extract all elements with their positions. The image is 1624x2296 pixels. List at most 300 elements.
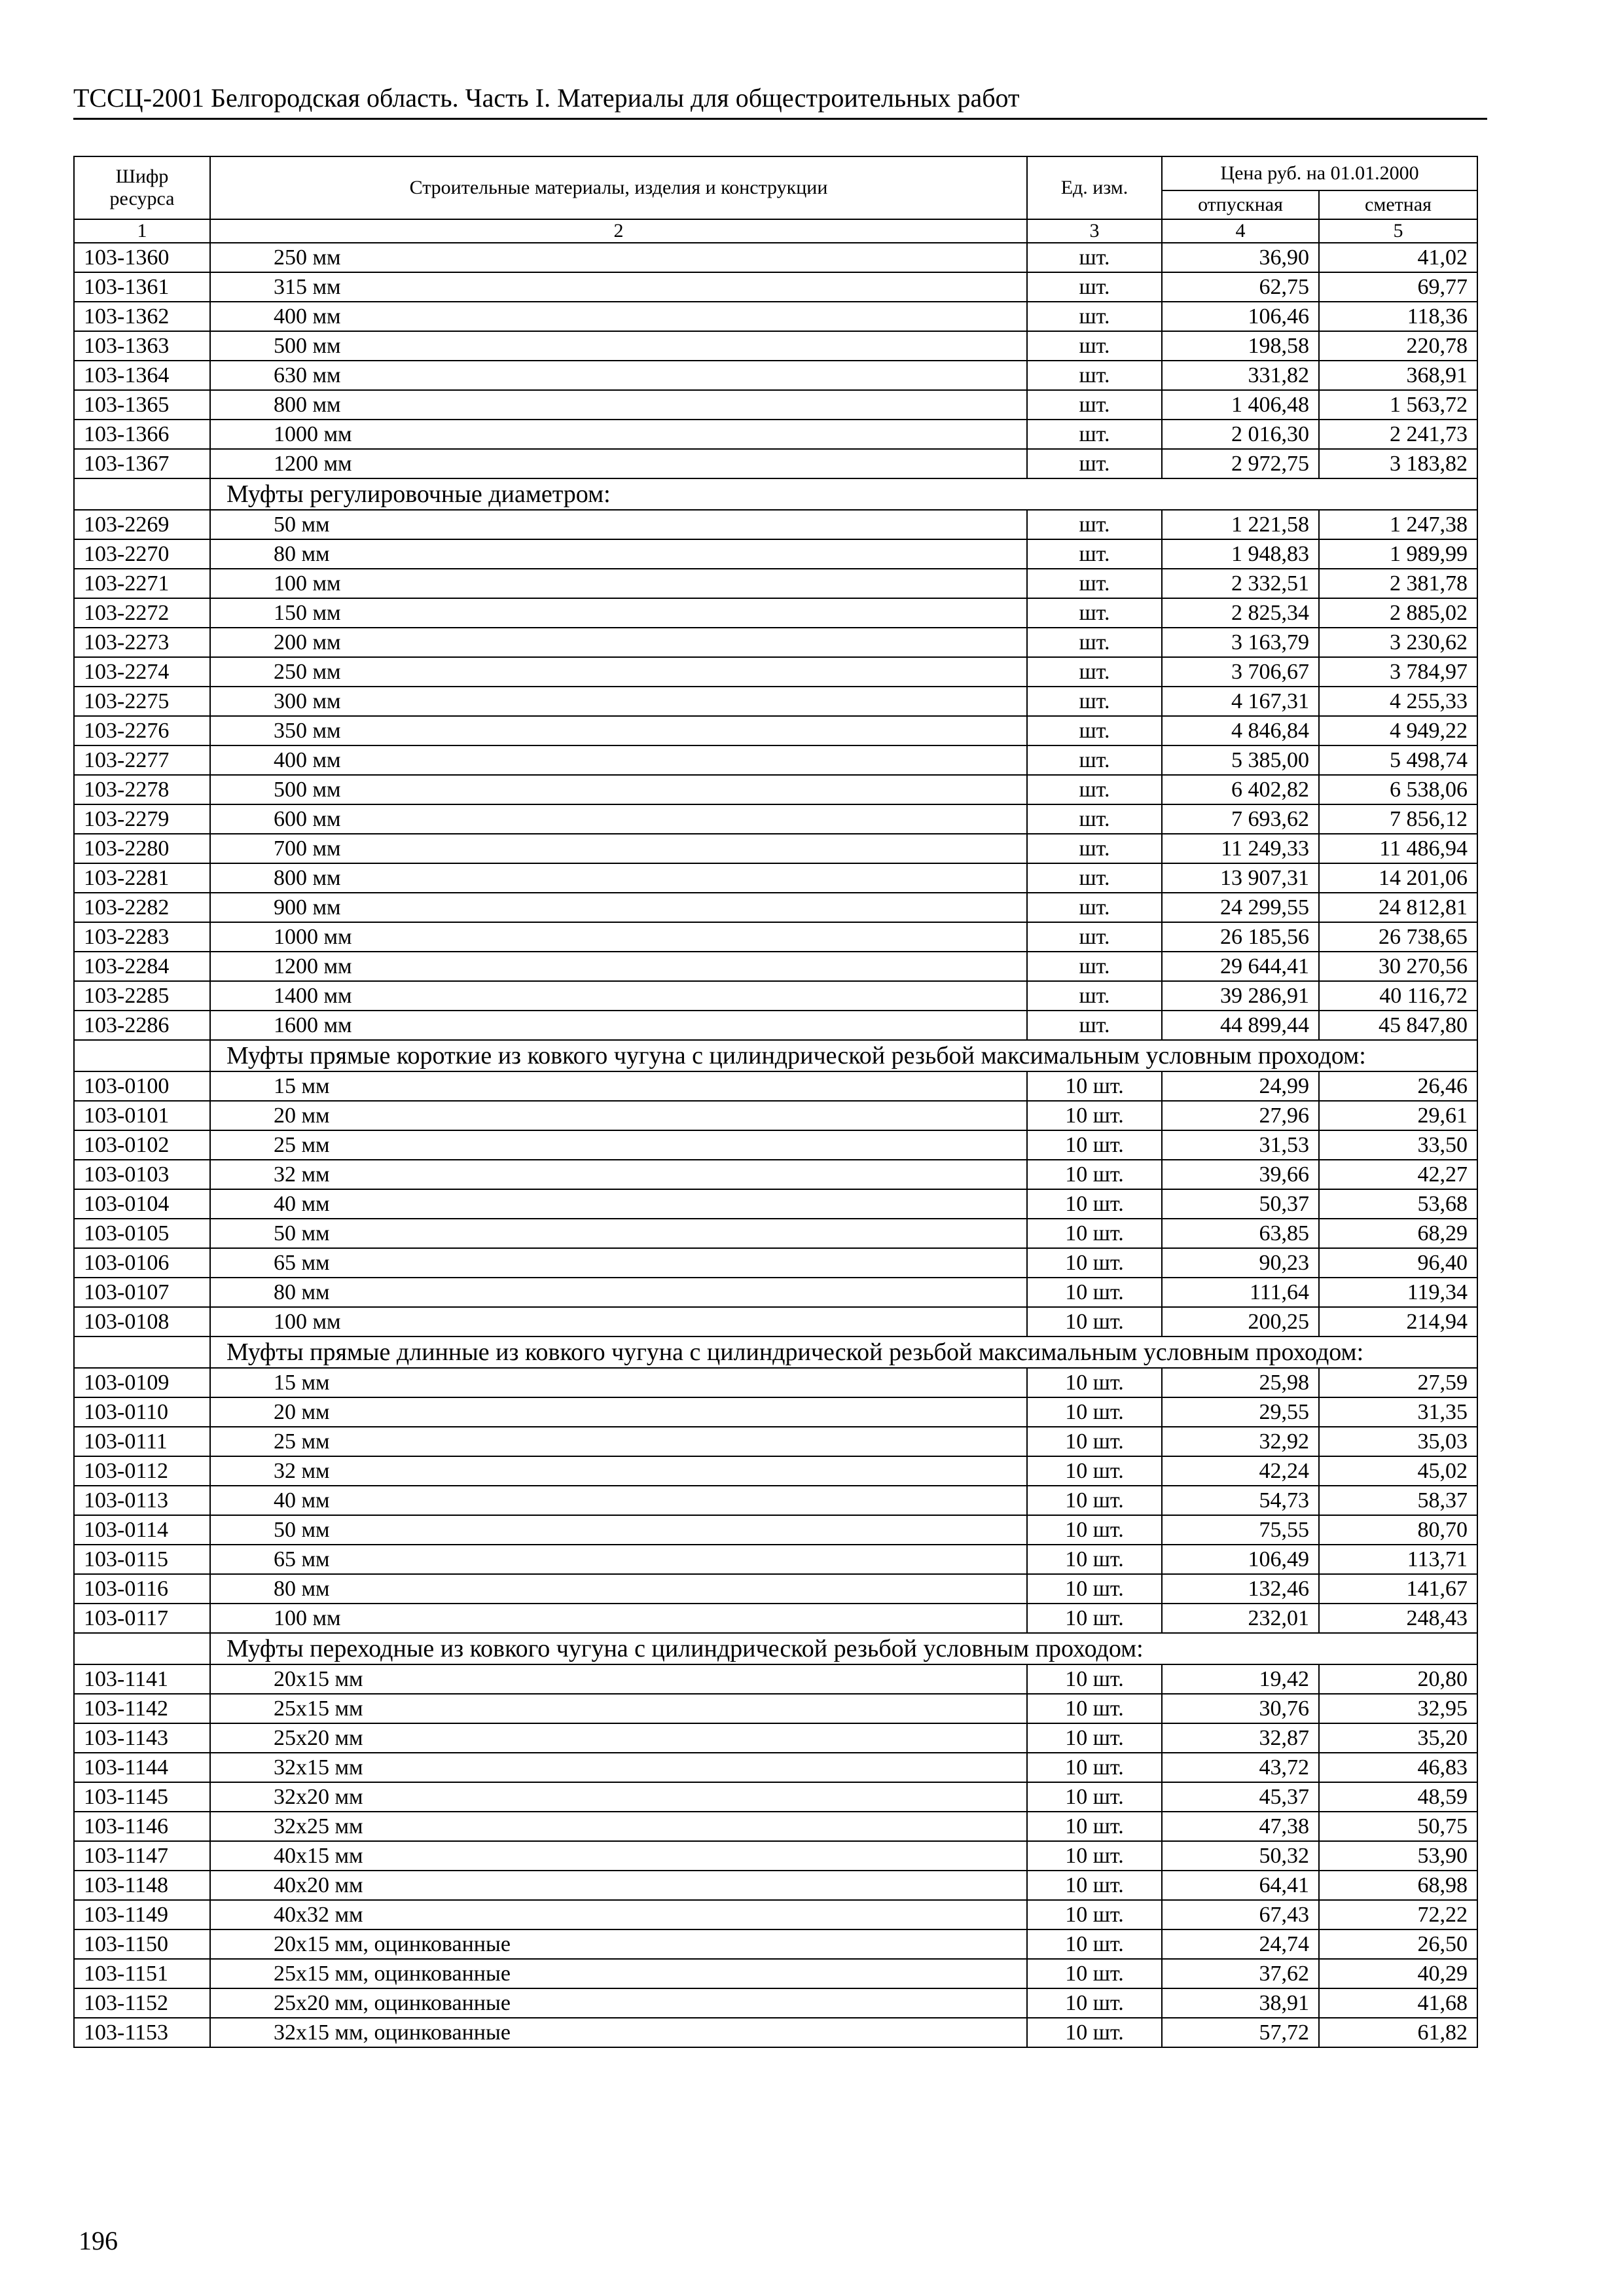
estimate-price: 113,71	[1319, 1545, 1477, 1574]
estimate-price: 80,70	[1319, 1515, 1477, 1545]
unit-of-measure: 10 шт.	[1027, 1782, 1162, 1812]
release-price: 27,96	[1162, 1101, 1319, 1130]
estimate-price: 72,22	[1319, 1900, 1477, 1929]
item-name: 40x32 мм	[210, 1900, 1027, 1929]
resource-code: 103-0112	[74, 1456, 210, 1486]
column-number: 1	[74, 219, 210, 243]
estimate-price: 45 847,80	[1319, 1011, 1477, 1040]
release-price: 198,58	[1162, 331, 1319, 361]
column-number: 3	[1027, 219, 1162, 243]
release-price: 63,85	[1162, 1219, 1319, 1248]
unit-of-measure: 10 шт.	[1027, 1219, 1162, 1248]
resource-code: 103-1146	[74, 1812, 210, 1841]
resource-code: 103-1153	[74, 2018, 210, 2047]
item-name: 500 мм	[210, 775, 1027, 804]
item-name: 80 мм	[210, 1574, 1027, 1604]
item-name: 50 мм	[210, 1219, 1027, 1248]
item-name: 32x20 мм	[210, 1782, 1027, 1812]
estimate-price: 26,46	[1319, 1071, 1477, 1101]
estimate-price: 58,37	[1319, 1486, 1477, 1515]
resource-code: 103-2285	[74, 981, 210, 1011]
item-name: 100 мм	[210, 569, 1027, 598]
release-price: 37,62	[1162, 1959, 1319, 1988]
table-row	[74, 302, 1477, 331]
resource-code: 103-1149	[74, 1900, 210, 1929]
price-table-body	[74, 243, 1477, 2047]
resource-code: 103-0104	[74, 1189, 210, 1219]
table-row	[74, 893, 1477, 922]
unit-of-measure: 10 шт.	[1027, 1189, 1162, 1219]
unit-of-measure: 10 шт.	[1027, 1515, 1162, 1545]
release-price: 75,55	[1162, 1515, 1319, 1545]
estimate-price: 4 255,33	[1319, 687, 1477, 716]
estimate-price: 24 812,81	[1319, 893, 1477, 922]
release-price: 25,98	[1162, 1368, 1319, 1397]
unit-of-measure: шт.	[1027, 952, 1162, 981]
item-name: 20 мм	[210, 1397, 1027, 1427]
resource-code: 103-2273	[74, 628, 210, 657]
release-price: 29 644,41	[1162, 952, 1319, 981]
resource-code: 103-0115	[74, 1545, 210, 1574]
resource-code: 103-2276	[74, 716, 210, 745]
estimate-price: 2 381,78	[1319, 569, 1477, 598]
item-name: 25 мм	[210, 1427, 1027, 1456]
estimate-price: 3 230,62	[1319, 628, 1477, 657]
table-row	[74, 863, 1477, 893]
release-price: 43,72	[1162, 1753, 1319, 1782]
estimate-price: 2 241,73	[1319, 420, 1477, 449]
estimate-price: 3 784,97	[1319, 657, 1477, 687]
release-price: 45,37	[1162, 1782, 1319, 1812]
item-name: 250 мм	[210, 657, 1027, 687]
item-name: 630 мм	[210, 361, 1027, 390]
column-header-unit: Ед. изм.	[1027, 156, 1162, 219]
table-row	[74, 361, 1477, 390]
resource-code: 103-0103	[74, 1160, 210, 1189]
unit-of-measure: 10 шт.	[1027, 1900, 1162, 1929]
release-price: 39,66	[1162, 1160, 1319, 1189]
table-row	[74, 1397, 1477, 1427]
release-price: 38,91	[1162, 1988, 1319, 2018]
resource-code: 103-2286	[74, 1011, 210, 1040]
resource-code: 103-0110	[74, 1397, 210, 1427]
resource-code: 103-0100	[74, 1071, 210, 1101]
resource-code: 103-1151	[74, 1959, 210, 1988]
item-name: 80 мм	[210, 1278, 1027, 1307]
release-price: 64,41	[1162, 1871, 1319, 1900]
item-name: 400 мм	[210, 302, 1027, 331]
release-price: 19,42	[1162, 1664, 1319, 1694]
estimate-price: 46,83	[1319, 1753, 1477, 1782]
section-code-cell	[74, 1040, 210, 1071]
item-name: 315 мм	[210, 272, 1027, 302]
estimate-price: 3 183,82	[1319, 449, 1477, 478]
table-row	[74, 1812, 1477, 1841]
table-row	[74, 952, 1477, 981]
unit-of-measure: 10 шт.	[1027, 1841, 1162, 1871]
unit-of-measure: 10 шт.	[1027, 1071, 1162, 1101]
resource-code: 103-1148	[74, 1871, 210, 1900]
item-name: 100 мм	[210, 1604, 1027, 1633]
estimate-price: 31,35	[1319, 1397, 1477, 1427]
section-heading: Муфты регулировочные диаметром:	[210, 478, 1477, 510]
table-row	[74, 657, 1477, 687]
resource-code: 103-0117	[74, 1604, 210, 1633]
table-row	[74, 1368, 1477, 1397]
unit-of-measure: шт.	[1027, 687, 1162, 716]
unit-of-measure: шт.	[1027, 331, 1162, 361]
item-name: 25x15 мм	[210, 1694, 1027, 1723]
item-name: 1400 мм	[210, 981, 1027, 1011]
unit-of-measure: 10 шт.	[1027, 1574, 1162, 1604]
estimate-price: 41,02	[1319, 243, 1477, 272]
estimate-price: 14 201,06	[1319, 863, 1477, 893]
header-divider	[73, 118, 1487, 120]
resource-code: 103-1142	[74, 1694, 210, 1723]
resource-code: 103-2281	[74, 863, 210, 893]
item-name: 20x15 мм, оцинкованные	[210, 1929, 1027, 1959]
item-name: 15 мм	[210, 1368, 1027, 1397]
estimate-price: 29,61	[1319, 1101, 1477, 1130]
resource-code: 103-1144	[74, 1753, 210, 1782]
unit-of-measure: шт.	[1027, 804, 1162, 834]
unit-of-measure: 10 шт.	[1027, 1871, 1162, 1900]
table-row	[74, 1101, 1477, 1130]
unit-of-measure: шт.	[1027, 893, 1162, 922]
estimate-price: 61,82	[1319, 2018, 1477, 2047]
release-price: 36,90	[1162, 243, 1319, 272]
unit-of-measure: 10 шт.	[1027, 1988, 1162, 2018]
estimate-price: 50,75	[1319, 1812, 1477, 1841]
item-name: 800 мм	[210, 863, 1027, 893]
resource-code: 103-1150	[74, 1929, 210, 1959]
resource-code: 103-2270	[74, 539, 210, 569]
item-name: 800 мм	[210, 390, 1027, 420]
estimate-price: 53,90	[1319, 1841, 1477, 1871]
unit-of-measure: шт.	[1027, 1011, 1162, 1040]
table-row	[74, 1929, 1477, 1959]
item-name: 32x25 мм	[210, 1812, 1027, 1841]
estimate-price: 35,20	[1319, 1723, 1477, 1753]
item-name: 25x15 мм, оцинкованные	[210, 1959, 1027, 1988]
unit-of-measure: 10 шт.	[1027, 1959, 1162, 1988]
price-table-header	[74, 156, 1477, 243]
unit-of-measure: шт.	[1027, 716, 1162, 745]
table-row	[74, 1900, 1477, 1929]
table-row	[74, 1574, 1477, 1604]
item-name: 1200 мм	[210, 449, 1027, 478]
table-row	[74, 1189, 1477, 1219]
estimate-price: 68,98	[1319, 1871, 1477, 1900]
resource-code: 103-2279	[74, 804, 210, 834]
table-row	[74, 1456, 1477, 1486]
price-table	[73, 156, 1478, 2048]
release-price: 7 693,62	[1162, 804, 1319, 834]
column-header-name: Строительные материалы, изделия и конструкции	[210, 156, 1027, 219]
table-row	[74, 1515, 1477, 1545]
section-heading-row	[74, 478, 1477, 510]
release-price: 4 846,84	[1162, 716, 1319, 745]
estimate-price: 48,59	[1319, 1782, 1477, 1812]
resource-code: 103-1365	[74, 390, 210, 420]
resource-code: 103-0107	[74, 1278, 210, 1307]
table-row	[74, 745, 1477, 775]
table-row	[74, 390, 1477, 420]
estimate-price: 30 270,56	[1319, 952, 1477, 981]
item-name: 700 мм	[210, 834, 1027, 863]
unit-of-measure: шт.	[1027, 598, 1162, 628]
resource-code: 103-2278	[74, 775, 210, 804]
unit-of-measure: шт.	[1027, 272, 1162, 302]
item-name: 200 мм	[210, 628, 1027, 657]
release-price: 132,46	[1162, 1574, 1319, 1604]
release-price: 90,23	[1162, 1248, 1319, 1278]
resource-code: 103-2280	[74, 834, 210, 863]
release-price: 31,53	[1162, 1130, 1319, 1160]
estimate-price: 368,91	[1319, 361, 1477, 390]
resource-code: 103-0101	[74, 1101, 210, 1130]
page-number: 196	[79, 2226, 118, 2255]
table-row	[74, 1604, 1477, 1633]
resource-code: 103-2272	[74, 598, 210, 628]
estimate-price: 40 116,72	[1319, 981, 1477, 1011]
release-price: 24 299,55	[1162, 893, 1319, 922]
table-row	[74, 1011, 1477, 1040]
table-row	[74, 1248, 1477, 1278]
release-price: 29,55	[1162, 1397, 1319, 1427]
release-price: 32,92	[1162, 1427, 1319, 1456]
resource-code: 103-2274	[74, 657, 210, 687]
table-row	[74, 1959, 1477, 1988]
table-row	[74, 243, 1477, 272]
unit-of-measure: шт.	[1027, 775, 1162, 804]
release-price: 3 706,67	[1162, 657, 1319, 687]
unit-of-measure: 10 шт.	[1027, 1694, 1162, 1723]
resource-code: 103-1366	[74, 420, 210, 449]
item-name: 25x20 мм, оцинкованные	[210, 1988, 1027, 2018]
table-row	[74, 420, 1477, 449]
item-name: 500 мм	[210, 331, 1027, 361]
column-number: 5	[1319, 219, 1477, 243]
page-header-title: ТССЦ-2001 Белгородская область. Часть I. Материалы для общестроительных работ	[73, 83, 1020, 113]
release-price: 1 948,83	[1162, 539, 1319, 569]
resource-code: 103-1147	[74, 1841, 210, 1871]
table-row	[74, 272, 1477, 302]
item-name: 32x15 мм, оцинкованные	[210, 2018, 1027, 2047]
table-row	[74, 1664, 1477, 1694]
unit-of-measure: шт.	[1027, 745, 1162, 775]
unit-of-measure: шт.	[1027, 863, 1162, 893]
section-code-cell	[74, 478, 210, 510]
estimate-price: 20,80	[1319, 1664, 1477, 1694]
release-price: 1 221,58	[1162, 510, 1319, 539]
resource-code: 103-0106	[74, 1248, 210, 1278]
estimate-price: 35,03	[1319, 1427, 1477, 1456]
table-row	[74, 1694, 1477, 1723]
column-number-row	[74, 219, 1477, 243]
section-heading: Муфты переходные из ковкого чугуна с цилиндрической резьбой условным проходом:	[210, 1633, 1477, 1664]
table-row	[74, 775, 1477, 804]
estimate-price: 33,50	[1319, 1130, 1477, 1160]
unit-of-measure: 10 шт.	[1027, 1812, 1162, 1841]
section-code-cell	[74, 1336, 210, 1368]
release-price: 39 286,91	[1162, 981, 1319, 1011]
estimate-price: 6 538,06	[1319, 775, 1477, 804]
item-name: 40 мм	[210, 1486, 1027, 1515]
table-row	[74, 1278, 1477, 1307]
item-name: 32x15 мм	[210, 1753, 1027, 1782]
resource-code: 103-1367	[74, 449, 210, 478]
item-name: 600 мм	[210, 804, 1027, 834]
resource-code: 103-1152	[74, 1988, 210, 2018]
resource-code: 103-1360	[74, 243, 210, 272]
table-row	[74, 1753, 1477, 1782]
item-name: 300 мм	[210, 687, 1027, 716]
column-number: 4	[1162, 219, 1319, 243]
estimate-price: 1 989,99	[1319, 539, 1477, 569]
release-price: 232,01	[1162, 1604, 1319, 1633]
column-header-code: Шифр ресурса	[74, 156, 210, 219]
estimate-price: 45,02	[1319, 1456, 1477, 1486]
section-code-cell	[74, 1633, 210, 1664]
unit-of-measure: шт.	[1027, 539, 1162, 569]
estimate-price: 118,36	[1319, 302, 1477, 331]
estimate-price: 214,94	[1319, 1307, 1477, 1336]
table-row	[74, 687, 1477, 716]
item-name: 20x15 мм	[210, 1664, 1027, 1694]
table-row	[74, 1871, 1477, 1900]
resource-code: 103-1362	[74, 302, 210, 331]
resource-code: 103-1145	[74, 1782, 210, 1812]
item-name: 40x15 мм	[210, 1841, 1027, 1871]
unit-of-measure: 10 шт.	[1027, 1545, 1162, 1574]
unit-of-measure: 10 шт.	[1027, 1486, 1162, 1515]
unit-of-measure: 10 шт.	[1027, 1456, 1162, 1486]
table-row	[74, 1841, 1477, 1871]
item-name: 50 мм	[210, 510, 1027, 539]
table-row	[74, 716, 1477, 745]
item-name: 15 мм	[210, 1071, 1027, 1101]
resource-code: 103-2277	[74, 745, 210, 775]
resource-code: 103-0109	[74, 1368, 210, 1397]
resource-code: 103-0116	[74, 1574, 210, 1604]
unit-of-measure: шт.	[1027, 981, 1162, 1011]
item-name: 1000 мм	[210, 420, 1027, 449]
resource-code: 103-2284	[74, 952, 210, 981]
unit-of-measure: 10 шт.	[1027, 1248, 1162, 1278]
resource-code: 103-1141	[74, 1664, 210, 1694]
item-name: 900 мм	[210, 893, 1027, 922]
item-name: 100 мм	[210, 1307, 1027, 1336]
release-price: 331,82	[1162, 361, 1319, 390]
table-row	[74, 331, 1477, 361]
unit-of-measure: шт.	[1027, 510, 1162, 539]
item-name: 65 мм	[210, 1248, 1027, 1278]
item-name: 80 мм	[210, 539, 1027, 569]
resource-code: 103-2269	[74, 510, 210, 539]
estimate-price: 4 949,22	[1319, 716, 1477, 745]
table-row	[74, 539, 1477, 569]
table-row	[74, 1160, 1477, 1189]
release-price: 24,74	[1162, 1929, 1319, 1959]
item-name: 25x20 мм	[210, 1723, 1027, 1753]
release-price: 6 402,82	[1162, 775, 1319, 804]
release-price: 50,37	[1162, 1189, 1319, 1219]
item-name: 32 мм	[210, 1160, 1027, 1189]
unit-of-measure: 10 шт.	[1027, 1427, 1162, 1456]
item-name: 40x20 мм	[210, 1871, 1027, 1900]
release-price: 2 825,34	[1162, 598, 1319, 628]
section-heading: Муфты прямые длинные из ковкого чугуна с цилиндрической резьбой максимальным условным проходом:	[210, 1336, 1477, 1368]
estimate-price: 41,68	[1319, 1988, 1477, 2018]
column-number: 2	[210, 219, 1027, 243]
table-row	[74, 1545, 1477, 1574]
resource-code: 103-1363	[74, 331, 210, 361]
table-row	[74, 804, 1477, 834]
table-row	[74, 598, 1477, 628]
item-name: 20 мм	[210, 1101, 1027, 1130]
release-price: 32,87	[1162, 1723, 1319, 1753]
table-row	[74, 981, 1477, 1011]
unit-of-measure: 10 шт.	[1027, 1929, 1162, 1959]
release-price: 57,72	[1162, 2018, 1319, 2047]
column-header-estimate-price: сметная	[1319, 190, 1477, 219]
unit-of-measure: 10 шт.	[1027, 1753, 1162, 1782]
estimate-price: 119,34	[1319, 1278, 1477, 1307]
estimate-price: 68,29	[1319, 1219, 1477, 1248]
release-price: 111,64	[1162, 1278, 1319, 1307]
resource-code: 103-0114	[74, 1515, 210, 1545]
unit-of-measure: шт.	[1027, 569, 1162, 598]
unit-of-measure: 10 шт.	[1027, 1278, 1162, 1307]
unit-of-measure: 10 шт.	[1027, 1664, 1162, 1694]
release-price: 44 899,44	[1162, 1011, 1319, 1040]
table-row	[74, 569, 1477, 598]
table-row	[74, 1219, 1477, 1248]
estimate-price: 1 247,38	[1319, 510, 1477, 539]
section-heading-row	[74, 1336, 1477, 1368]
release-price: 2 972,75	[1162, 449, 1319, 478]
resource-code: 103-2283	[74, 922, 210, 952]
resource-code: 103-1364	[74, 361, 210, 390]
table-row	[74, 449, 1477, 478]
resource-code: 103-0105	[74, 1219, 210, 1248]
resource-code: 103-0111	[74, 1427, 210, 1456]
release-price: 200,25	[1162, 1307, 1319, 1336]
release-price: 5 385,00	[1162, 745, 1319, 775]
item-name: 40 мм	[210, 1189, 1027, 1219]
release-price: 13 907,31	[1162, 863, 1319, 893]
estimate-price: 32,95	[1319, 1694, 1477, 1723]
release-price: 106,49	[1162, 1545, 1319, 1574]
item-name: 150 мм	[210, 598, 1027, 628]
item-name: 400 мм	[210, 745, 1027, 775]
release-price: 50,32	[1162, 1841, 1319, 1871]
estimate-price: 53,68	[1319, 1189, 1477, 1219]
resource-code: 103-2282	[74, 893, 210, 922]
estimate-price: 5 498,74	[1319, 745, 1477, 775]
unit-of-measure: 10 шт.	[1027, 1723, 1162, 1753]
release-price: 4 167,31	[1162, 687, 1319, 716]
unit-of-measure: шт.	[1027, 390, 1162, 420]
unit-of-measure: шт.	[1027, 628, 1162, 657]
unit-of-measure: шт.	[1027, 420, 1162, 449]
release-price: 42,24	[1162, 1456, 1319, 1486]
resource-code: 103-0102	[74, 1130, 210, 1160]
item-name: 65 мм	[210, 1545, 1027, 1574]
unit-of-measure: 10 шт.	[1027, 1368, 1162, 1397]
estimate-price: 220,78	[1319, 331, 1477, 361]
